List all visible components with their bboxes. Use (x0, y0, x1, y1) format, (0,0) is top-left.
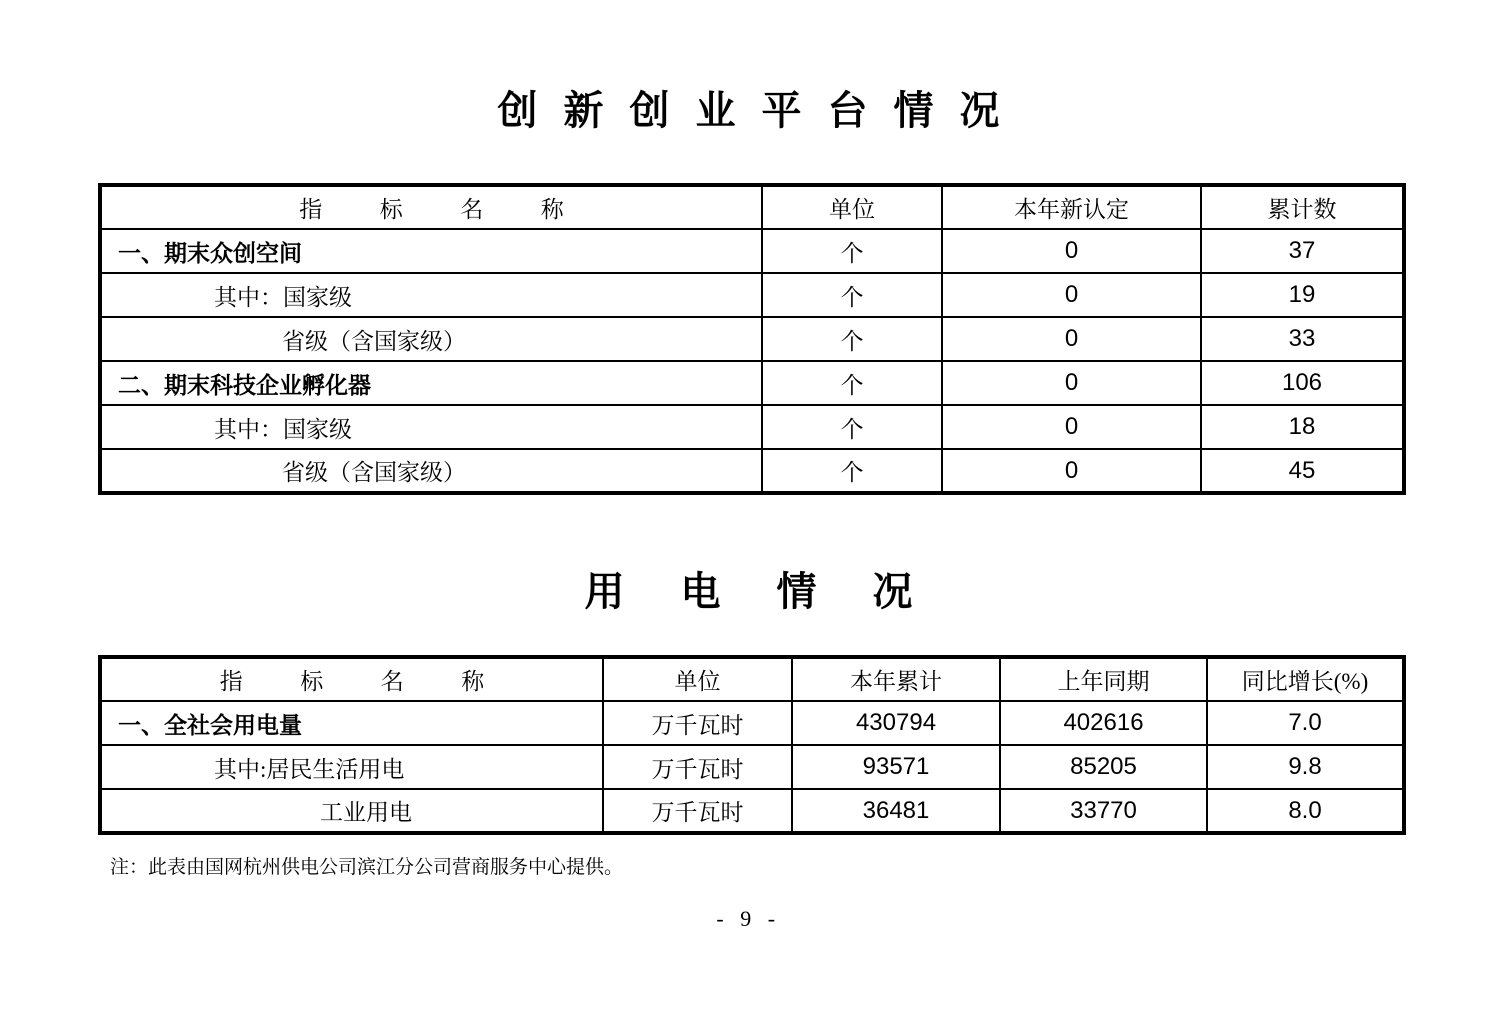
column-header-unit: 单位 (762, 185, 942, 229)
unit-cell: 个 (762, 449, 942, 493)
unit-cell: 个 (762, 317, 942, 361)
table-row (100, 701, 1404, 745)
yoy-growth-cell: 7.0 (1207, 701, 1404, 745)
indicator-cell: 其中：国家级 (100, 273, 762, 317)
cumulative-cell: 33 (1201, 317, 1404, 361)
new-this-year-cell: 0 (942, 317, 1201, 361)
cumulative-cell: 37 (1201, 229, 1404, 273)
column-header-indicator: 指标名称 (100, 657, 603, 701)
indicator-cell: 省级（含国家级） (100, 449, 762, 493)
table-row (100, 361, 1404, 405)
new-this-year-cell: 0 (942, 405, 1201, 449)
electricity-table (98, 655, 1406, 835)
new-this-year-cell: 0 (942, 361, 1201, 405)
table-row (100, 273, 1404, 317)
unit-cell: 个 (762, 405, 942, 449)
indicator-cell: 一、期末众创空间 (100, 229, 762, 273)
page-number: - 9 - (716, 906, 781, 931)
indicator-cell: 省级（含国家级） (100, 317, 762, 361)
last-year-cell: 33770 (1000, 789, 1207, 833)
current-year-cell: 430794 (792, 701, 1000, 745)
last-year-cell: 402616 (1000, 701, 1207, 745)
column-header-new-this-year: 本年新认定 (942, 185, 1201, 229)
cumulative-cell: 45 (1201, 449, 1404, 493)
unit-cell: 个 (762, 229, 942, 273)
indicator-cell: 工业用电 (100, 789, 603, 833)
unit-cell: 个 (762, 361, 942, 405)
column-header-current-year: 本年累计 (792, 657, 1000, 701)
column-header-yoy-growth: 同比增长(%) (1207, 657, 1404, 701)
new-this-year-cell: 0 (942, 273, 1201, 317)
electricity-table-header-row (100, 657, 1404, 701)
table-row (100, 229, 1404, 273)
new-this-year-cell: 0 (942, 449, 1201, 493)
unit-cell: 万千瓦时 (603, 701, 792, 745)
table-row (100, 405, 1404, 449)
cumulative-cell: 19 (1201, 273, 1404, 317)
cumulative-cell: 106 (1201, 361, 1404, 405)
table-row (100, 449, 1404, 493)
platform-table-title: 创新创业平台情况 (497, 89, 1026, 133)
platform-table-header-row (100, 185, 1404, 229)
table-row (100, 789, 1404, 833)
yoy-growth-cell: 8.0 (1207, 789, 1404, 833)
last-year-cell: 85205 (1000, 745, 1207, 789)
current-year-cell: 93571 (792, 745, 1000, 789)
column-header-cumulative: 累计数 (1201, 185, 1404, 229)
new-this-year-cell: 0 (942, 229, 1201, 273)
yoy-growth-cell: 9.8 (1207, 745, 1404, 789)
indicator-cell: 其中：国家级 (100, 405, 762, 449)
electricity-table-title: 用电情况 (584, 570, 969, 614)
table-row (100, 745, 1404, 789)
unit-cell: 个 (762, 273, 942, 317)
table-source-note: 注：此表由国网杭州供电公司滨江分公司营商服务中心提供。 (110, 857, 624, 878)
indicator-cell: 其中:居民生活用电 (100, 745, 603, 789)
indicator-cell: 一、全社会用电量 (100, 701, 603, 745)
column-header-last-year: 上年同期 (1000, 657, 1207, 701)
column-header-unit: 单位 (603, 657, 792, 701)
cumulative-cell: 18 (1201, 405, 1404, 449)
platform-table (98, 183, 1406, 495)
table-row (100, 317, 1404, 361)
column-header-indicator: 指标名称 (100, 185, 762, 229)
indicator-cell: 二、期末科技企业孵化器 (100, 361, 762, 405)
current-year-cell: 36481 (792, 789, 1000, 833)
unit-cell: 万千瓦时 (603, 789, 792, 833)
unit-cell: 万千瓦时 (603, 745, 792, 789)
